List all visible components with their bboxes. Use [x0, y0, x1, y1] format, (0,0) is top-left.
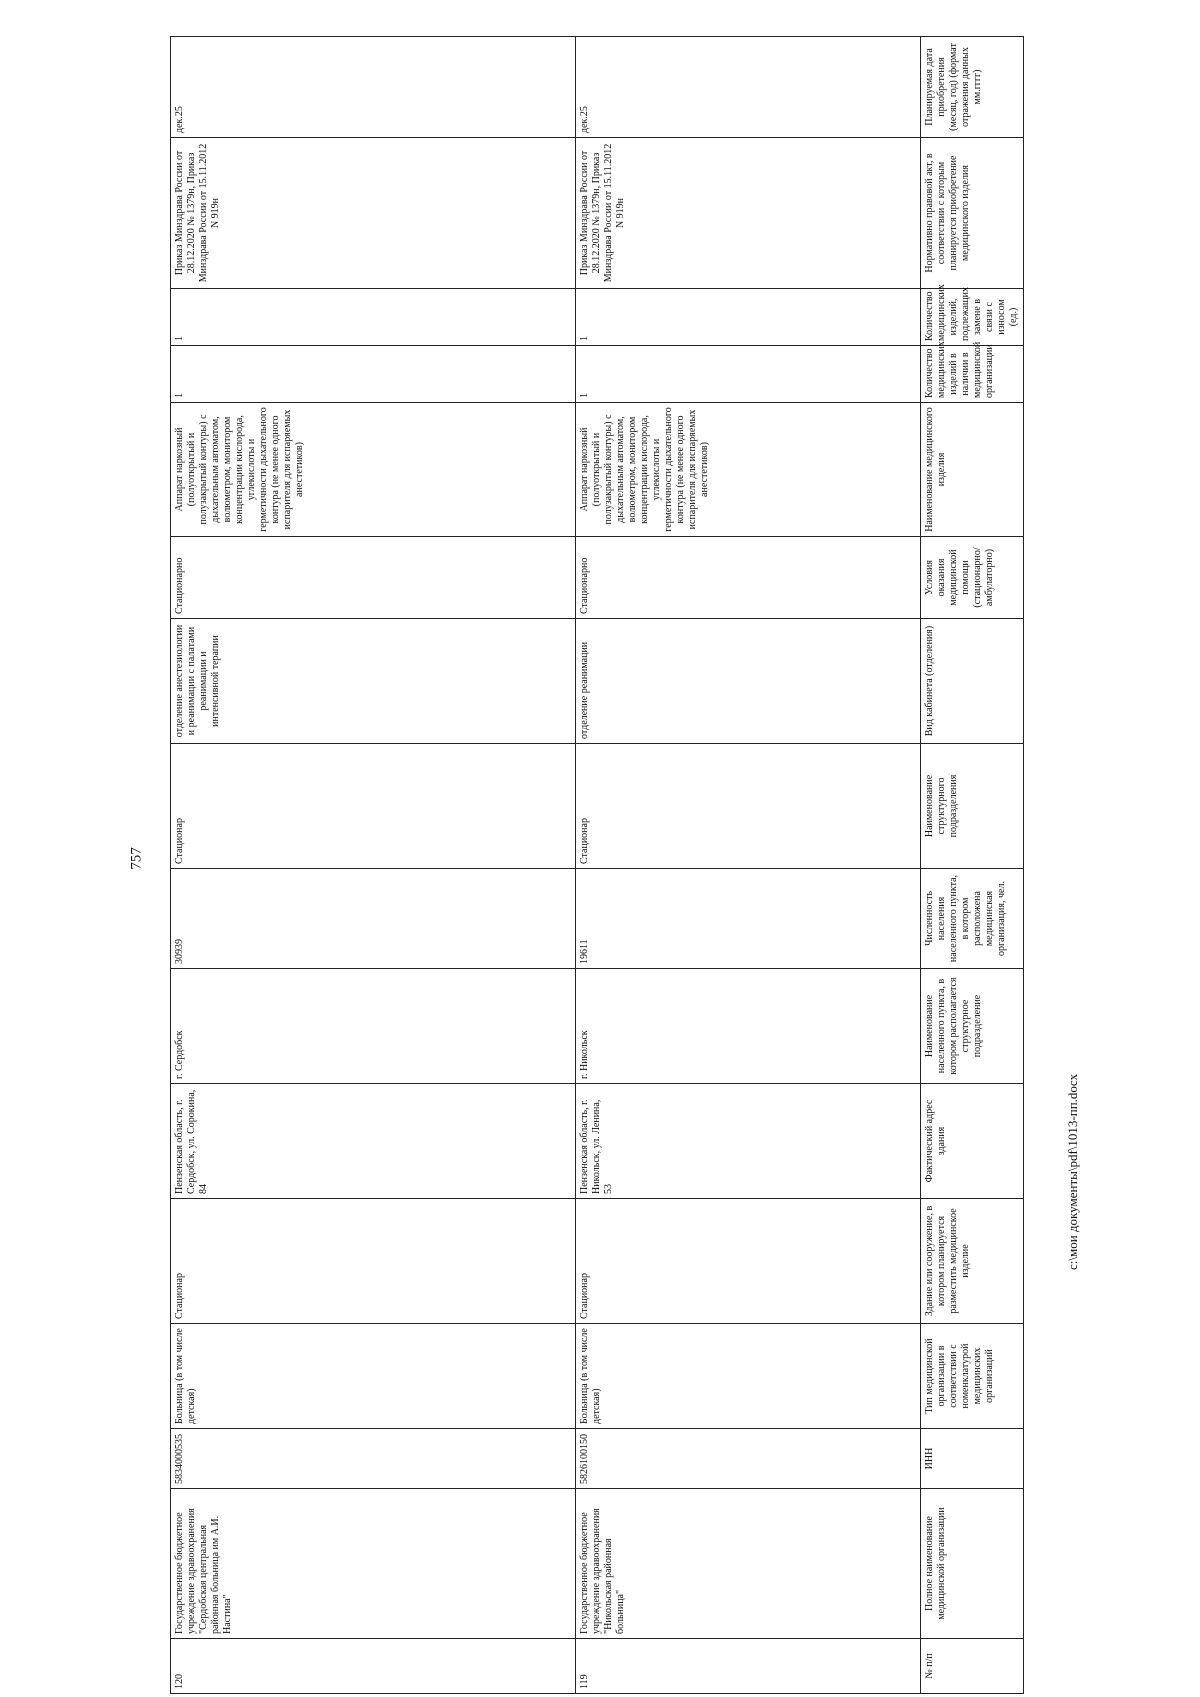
cell-cabinet: отделение анестезиологии и реанимации с палатами реанимации и интенсивной терапии	[171, 619, 576, 744]
header-conditions: Условия оказания медицинской помощи (стационарно/амбулаторно)	[921, 537, 1024, 619]
header-legal-act: Нормативно правовой акт, в соответствии с которым планируется приобретение медицинского изделия	[921, 138, 1024, 289]
cell-building: Стационар	[576, 1199, 921, 1324]
page-number: 757	[128, 847, 145, 870]
cell-population: 30939	[171, 869, 576, 969]
cell-org: Государственное бюджетное учреждение здравоохранения "Сердобская центральная районная больница им А.И. Настина"	[171, 1489, 576, 1639]
cell-address: Пензенская область, г. Никольск, ул. Ленина, 53	[576, 1084, 921, 1199]
cell-locality: г. Сердобск	[171, 969, 576, 1084]
cell-device: Аппарат наркозный (полуоткрытый и полузакрытый контуры) с дыхательным автоматом, волюметром, монитором концентрации кислорода, углекислоты и герметичности дыхательного контура (не менее одного испарителя для испаряемых анестетиков)	[576, 403, 921, 537]
cell-cabinet: отделение реанимации	[576, 619, 921, 744]
cell-num: 120	[171, 1639, 576, 1694]
header-inn: ИНН	[921, 1429, 1024, 1489]
cell-legal-act: Приказ Минздрава России от 28.12.2020 № 1379н, Приказ Минздрава России от 15.11.2012 N 919н	[171, 138, 576, 289]
cell-org: Государственное бюджетное учреждение здравоохранения "Никольская районная больница"	[576, 1489, 921, 1639]
cell-population: 19611	[576, 869, 921, 969]
header-qty-replace: Количество медицинских изделий, подлежащих замене в связи с износом (ед.)	[921, 289, 1024, 346]
cell-locality: г. Никольск	[576, 969, 921, 1084]
cell-building: Стационар	[171, 1199, 576, 1324]
cell-inn: 5826100150	[576, 1429, 921, 1489]
header-type: Тип медицинской организации в соответствии с номенклатурой медицинских организаций	[921, 1324, 1024, 1429]
file-path: c:\мои документы\pdf\1013-пп.docx	[1065, 1073, 1080, 1270]
cell-qty-replace: 1	[171, 289, 576, 346]
cell-qty-available: 1	[171, 346, 576, 403]
cell-inn: 5834000535	[171, 1429, 576, 1489]
header-locality: Наименование населенного пункта, в котором располагается структурное подразделение	[921, 969, 1024, 1084]
table-row-120	[171, 37, 576, 1694]
header-date: Планируемая дата приобретения (месяц, год) (формат отражения данных мм.гггг)	[921, 37, 1024, 138]
cell-unit: Стационар	[576, 744, 921, 869]
table-header-row	[921, 37, 1024, 1694]
medical-device-table	[170, 36, 1024, 1694]
cell-legal-act: Приказ Минздрава России от 28.12.2020 № 1379н, Приказ Минздрава России от 15.11.2012 N 919н	[576, 138, 921, 289]
header-address: Фактический адрес здания	[921, 1084, 1024, 1199]
cell-conditions: Стационарно	[171, 537, 576, 619]
cell-num: 119	[576, 1639, 921, 1694]
header-num: № п/п	[921, 1639, 1024, 1694]
header-device: Наименование медицинского изделия	[921, 403, 1024, 537]
header-qty-available: Количество медицинских изделий в наличии в медицинской организации	[921, 346, 1024, 403]
header-building: Здание или сооружение, в котором планируется разместить медицинское изделие	[921, 1199, 1024, 1324]
header-org: Полное наименование медицинской организации	[921, 1489, 1024, 1639]
cell-date: дек.25	[171, 37, 576, 138]
cell-unit: Стационар	[171, 744, 576, 869]
rotated-table-frame	[170, 37, 1019, 1694]
cell-date: дек.25	[576, 37, 921, 138]
cell-device: Аппарат наркозный (полуоткрытый и полузакрытый контуры) с дыхательным автоматом, волюметром, монитором концентрации кислорода, углекислоты и герметичности дыхательного контура (не менее одного испарителя для испаряемых анестетиков)	[171, 403, 576, 537]
cell-qty-replace: 1	[576, 289, 921, 346]
cell-conditions: Стационарно	[576, 537, 921, 619]
table-row-119	[576, 37, 921, 1694]
cell-type: Больница (в том числе детская)	[171, 1324, 576, 1429]
header-cabinet: Вид кабинета (отделения)	[921, 619, 1024, 744]
header-population: Численность населения населенного пункта, в котором расположена медицинская организация, чел.	[921, 869, 1024, 969]
header-unit: Наименование структурного подразделения	[921, 744, 1024, 869]
cell-qty-available: 1	[576, 346, 921, 403]
table-container	[170, 37, 1019, 1694]
cell-type: Больница (в том числе детская)	[576, 1324, 921, 1429]
cell-address: Пензенская область, г. Сердобск, ул. Сорокина, 84	[171, 1084, 576, 1199]
